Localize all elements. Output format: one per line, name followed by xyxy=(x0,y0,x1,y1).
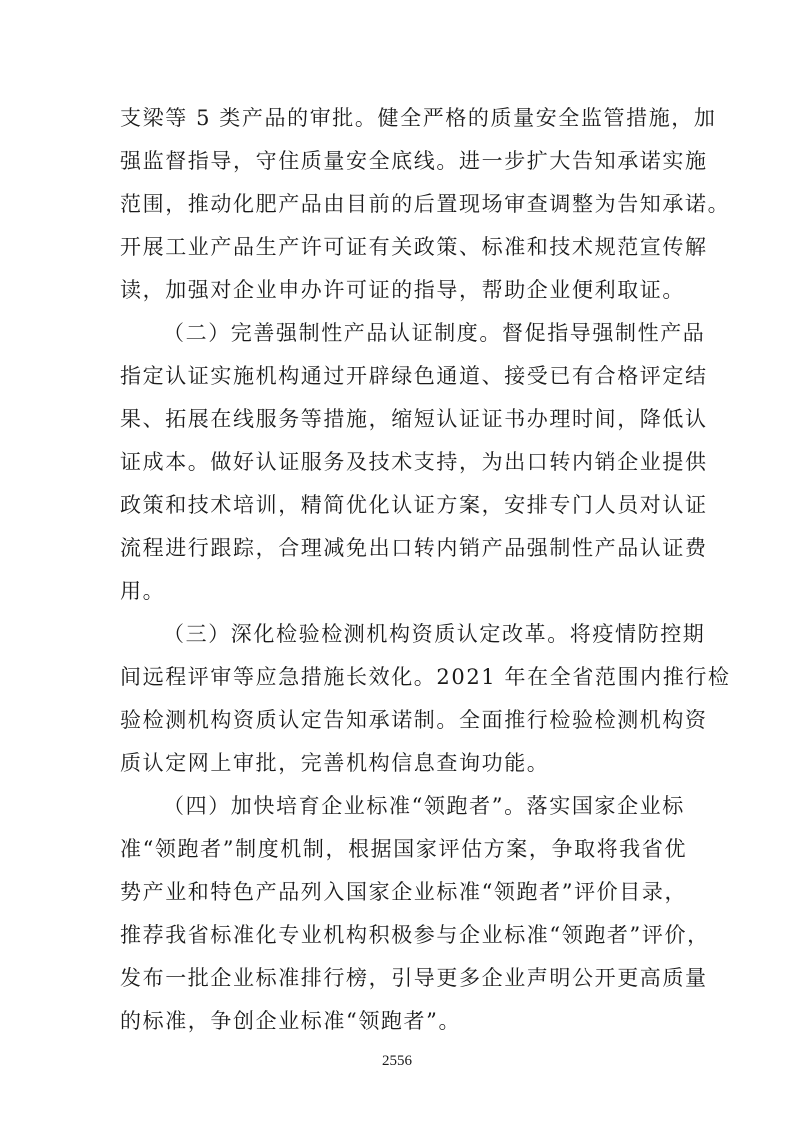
page-number: 2556 xyxy=(382,1053,412,1069)
text-line: 间远程评审等应急措施长效化。2021 年在全省范围内推行检 xyxy=(120,665,731,689)
text-line: 政策和技术培训，精简优化认证方案，安排专门人员对认证 xyxy=(120,493,708,517)
text-line: 指定认证实施机构通过开辟绿色通道、接受已有合格评定结 xyxy=(120,364,708,388)
text-line: 开展工业产品生产许可证有关政策、标准和技术规范宣传解 xyxy=(120,235,708,259)
text-line: 果、拓展在线服务等措施，缩短认证证书办理时间，降低认 xyxy=(120,407,708,431)
text-line: 范围，推动化肥产品由目前的后置现场审查调整为告知承诺。 xyxy=(120,192,731,216)
text-line: 推荐我省标准化专业机构积极参与企业标准“领跑者”评价， xyxy=(120,923,710,947)
text-line: 流程进行跟踪，合理减免出口转内销产品强制性产品认证费 xyxy=(120,536,708,560)
text-line: 验检测机构资质认定告知承诺制。全面推行检验检测机构资 xyxy=(120,708,708,732)
section-heading-4: （四）加快培育企业标准“领跑者”。落实国家企业标 xyxy=(163,794,685,818)
text-line: 发布一批企业标准排行榜，引导更多企业声明公开更高质量 xyxy=(120,966,708,990)
text-line: 的标准，争创企业标准“领跑者”。 xyxy=(120,1009,462,1033)
text-line: 准“领跑者”制度机制，根据国家评估方案，争取将我省优 xyxy=(120,837,688,861)
text-line: 质认定网上审批，完善机构信息查询功能。 xyxy=(120,751,550,775)
text-line: 读，加强对企业申办许可证的指导，帮助企业便利取证。 xyxy=(120,278,685,302)
text-line: 支梁等 5 类产品的审批。健全严格的质量安全监管措施，加 xyxy=(120,106,717,130)
section-heading-2: （二）完善强制性产品认证制度。督促指导强制性产品 xyxy=(163,321,706,345)
text-line: 强监督指导，守住质量安全底线。进一步扩大告知承诺实施 xyxy=(120,149,708,173)
text-line: 势产业和特色产品列入国家企业标准“领跑者”评价目录， xyxy=(120,880,688,904)
text-line: 用。 xyxy=(120,579,166,603)
text-line: 证成本。做好认证服务及技术支持，为出口转内销企业提供 xyxy=(120,450,708,474)
section-heading-3: （三）深化检验检测机构资质认定改革。将疫情防控期 xyxy=(163,622,706,646)
